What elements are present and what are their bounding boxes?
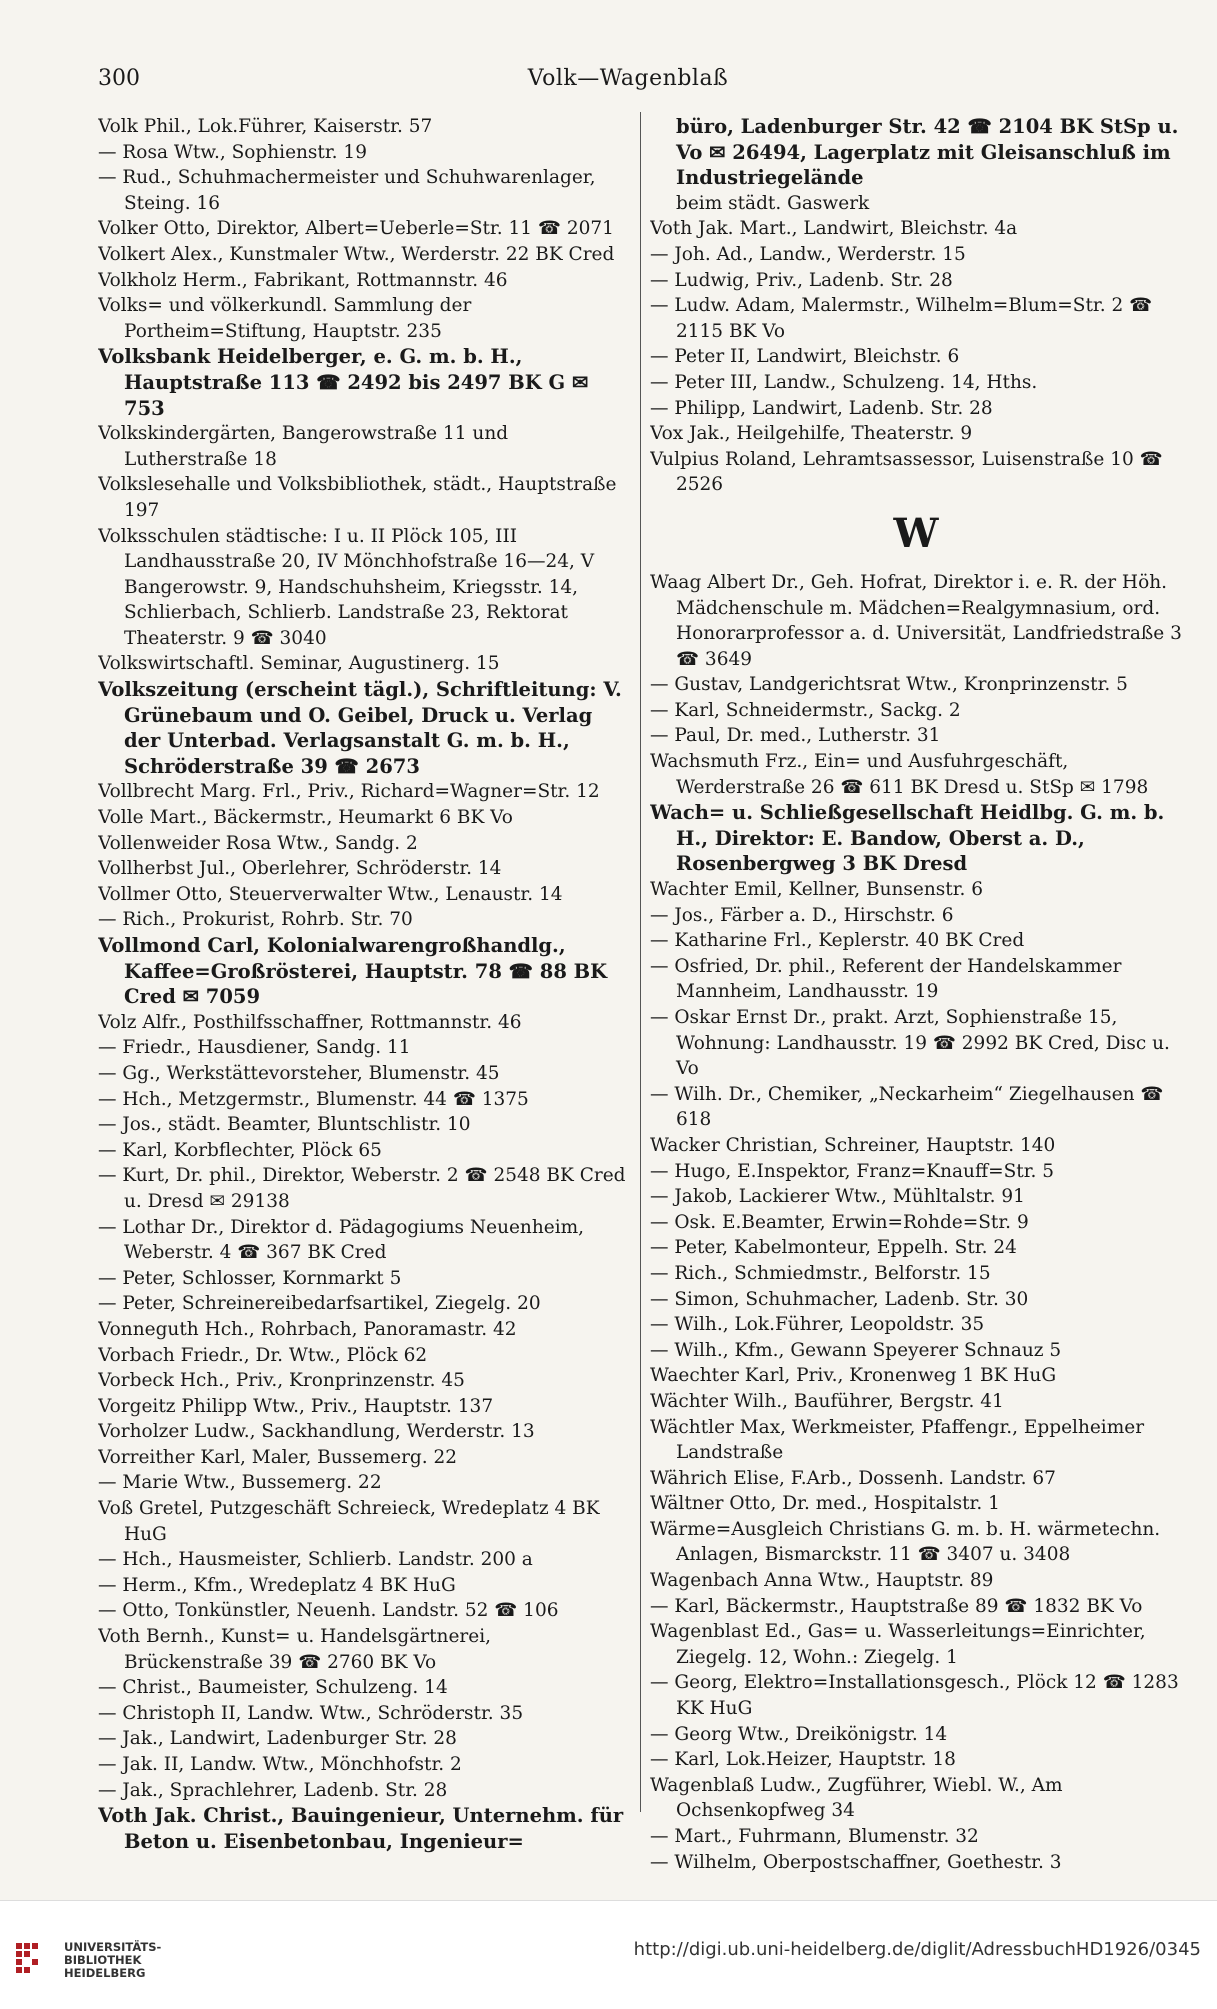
directory-entry: — Peter, Schreinereibedarfsartikel, Ziegelg. 20 — [98, 1293, 541, 1315]
directory-entry: — Peter, Kabelmonteur, Eppelh. Str. 24 — [650, 1237, 1017, 1259]
directory-entry: — Oskar Ernst Dr., prakt. Arzt, Sophienstraße 15, Wohnung: Landhausstr. 19 ☎ 2992 BK Cred, Disc u. Vo — [650, 1007, 1170, 1080]
directory-entry: — Wilh., Lok.Führer, Leopoldstr. 35 — [650, 1314, 985, 1336]
directory-entry: Volker Otto, Direktor, Albert=Ueberle=Str. 11 ☎ 2071 — [98, 218, 614, 240]
directory-entry: — Peter, Schlosser, Kornmarkt 5 — [98, 1267, 402, 1289]
directory-entry: Voß Gretel, Putzgeschäft Schreieck, Wredeplatz 4 BK HuG — [98, 1498, 600, 1545]
directory-entry: Währich Elise, F.Arb., Dossenh. Landstr. 67 — [650, 1467, 1056, 1489]
directory-entry: — Philipp, Landwirt, Ladenb. Str. 28 — [650, 397, 993, 419]
directory-entry: — Jak., Landwirt, Ladenburger Str. 28 — [98, 1728, 457, 1750]
directory-entry: Wachter Emil, Kellner, Bunsenstr. 6 — [650, 879, 984, 901]
directory-entry: — Otto, Tonkünstler, Neuenh. Landstr. 52 ☎ 106 — [98, 1600, 559, 1622]
directory-entry: Wältner Otto, Dr. med., Hospitalstr. 1 — [650, 1493, 1000, 1515]
directory-entry: — Hugo, E.Inspektor, Franz=Knauff=Str. 5 — [650, 1160, 1055, 1182]
directory-entry: — Gustav, Landgerichtsrat Wtw., Kronprinzenstr. 5 — [650, 674, 1128, 696]
directory-entry: Vorreither Karl, Maler, Bussemerg. 22 — [98, 1446, 458, 1468]
directory-entry: — Mart., Fuhrmann, Blumenstr. 32 — [650, 1826, 979, 1847]
directory-entry: Volksschulen städtische: I u. II Plöck 105, III Landhausstraße 20, IV Mönchhofstraße 16—24, V Bangerowstr. 9, Handschuhsheim, Kriegsstr. 14, Schlierbach, Schlierb. Landstraße 23, Rektorat Theaterstr. 9 ☎ 3040 — [98, 525, 595, 649]
directory-entry: — Katharine Frl., Keplerstr. 40 BK Cred — [650, 930, 1025, 952]
directory-entry: Wagenblaß Ludw., Zugführer, Wiebl. W., Am Ochsenkopfweg 34 — [650, 1774, 1063, 1822]
directory-entry: Wächter Wilh., Bauführer, Bergstr. 41 — [650, 1390, 1004, 1412]
directory-entry: Wachsmuth Frz., Ein= und Ausfuhrgeschäft, Werderstraße 26 ☎ 611 BK Dresd u. StSp ✉ 1798 — [650, 751, 1149, 798]
directory-entry: — Hch., Hausmeister, Schlierb. Landstr. 200 a — [98, 1549, 533, 1571]
directory-entry: — Rosa Wtw., Sophienstr. 19 — [98, 141, 367, 163]
right-column — [650, 114, 1182, 1875]
directory-entry: — Rud., Schuhmachermeister und Schuhwarenlager, Steing. 16 — [98, 167, 596, 214]
directory-entry: — Osfried, Dr. phil., Referent der Handelskammer Mannheim, Landhausstr. 19 — [650, 955, 1122, 1003]
directory-entry: — Karl, Bäckermstr., Hauptstraße 89 ☎ 1832 BK Vo — [650, 1595, 1143, 1617]
directory-entry: — Christoph II, Landw. Wtw., Schröderstr. 35 — [98, 1702, 524, 1724]
directory-entry: Waechter Karl, Priv., Kronenweg 1 BK HuG — [650, 1365, 1057, 1387]
directory-entry: — Christ., Baumeister, Schulzeng. 14 — [98, 1677, 448, 1699]
directory-entry: — Wilh., Kfm., Gewann Speyerer Schnauz 5 — [650, 1339, 1062, 1361]
directory-entry: Volks= und völkerkundl. Sammlung der Portheim=Stiftung, Hauptstr. 235 — [98, 295, 472, 342]
directory-entry: — Jak. II, Landw. Wtw., Mönchhofstr. 2 — [98, 1754, 462, 1775]
directory-entry: — Rich., Prokurist, Rohrb. Str. 70 — [98, 909, 413, 931]
directory-entry: — Georg Wtw., Dreikönigstr. 14 — [650, 1723, 948, 1745]
section-letter: W — [893, 509, 939, 557]
directory-entry: — Hch., Metzgermstr., Blumenstr. 44 ☎ 1375 — [98, 1088, 529, 1110]
directory-entry: — Paul, Dr. med., Lutherstr. 31 — [650, 725, 941, 747]
directory-entry: — Peter III, Landw., Schulzeng. 14, Hths. — [650, 371, 1038, 393]
directory-entry: Voth Jak. Christ., Bauingenieur, Unternehm. für Beton u. Eisenbetonbau, Ingenieur= — [98, 1804, 624, 1853]
directory-entry: Vollherbst Jul., Oberlehrer, Schröderstr. 14 — [98, 858, 502, 880]
directory-entry: — Karl, Lok.Heizer, Hauptstr. 18 — [650, 1749, 956, 1771]
column-divider — [640, 112, 641, 1812]
directory-entry: Volkskindergärten, Bangerowstraße 11 und Lutherstraße 18 — [98, 423, 509, 470]
directory-entry: Volksbank Heidelberger, e. G. m. b. H., Hauptstraße 113 ☎ 2492 bis 2497 BK G ✉ 753 — [98, 345, 589, 420]
directory-entry: Volkszeitung (erscheint tägl.), Schriftleitung: V. Grünebaum und O. Geibel, Druck u. Verlag der Unterbad. Verlagsanstalt G. m. b. H., Schröderstraße 39 ☎ 2673 — [98, 678, 622, 778]
directory-entry: Waag Albert Dr., Geh. Hofrat, Direktor i. e. R. der Höh. Mädchenschule m. Mädchen=Realgymnasium, ord. Honorarprofessor a. d. Universität, Landfriedstraße 3 ☎ 3649 — [650, 571, 1182, 670]
directory-entry: beim städt. Gaswerk — [676, 192, 870, 214]
directory-entry: — Wilhelm, Oberpostschaffner, Goethestr. 3 — [650, 1851, 1062, 1873]
directory-entry: Wärme=Ausgleich Christians G. m. b. H. wärmetechn. Anlagen, Bismarckstr. 11 ☎ 3407 u. 3408 — [650, 1518, 1161, 1566]
directory-entry: — Rich., Schmiedmstr., Belforstr. 15 — [650, 1262, 991, 1284]
directory-entry: Wach= u. Schließgesellschaft Heidlbg. G. m. b. H., Direktor: E. Bandow, Oberst a. D., Rosenbergweg 3 BK Dresd — [650, 801, 1165, 876]
directory-entry: Voth Jak. Mart., Landwirt, Bleichstr. 4a — [650, 218, 1018, 240]
directory-entry: — Karl, Schneidermstr., Sackg. 2 — [650, 699, 961, 721]
directory-entry: Volkslesehalle und Volksbibliothek, städt., Hauptstraße 197 — [98, 474, 617, 521]
directory-entry: Vollbrecht Marg. Frl., Priv., Richard=Wagner=Str. 12 — [98, 781, 600, 803]
directory-entry: Vorholzer Ludw., Sackhandlung, Werderstr. 13 — [98, 1421, 535, 1443]
directory-entry: Vorgeitz Philipp Wtw., Priv., Hauptstr. 137 — [98, 1395, 494, 1417]
directory-entry: — Friedr., Hausdiener, Sandg. 11 — [98, 1037, 411, 1059]
directory-entry: — Ludwig, Priv., Ladenb. Str. 28 — [650, 269, 953, 291]
directory-entry: Vox Jak., Heilgehilfe, Theaterstr. 9 — [650, 423, 973, 445]
directory-entry: — Simon, Schuhmacher, Ladenb. Str. 30 — [650, 1288, 1029, 1310]
university-library-logo-icon — [14, 1941, 54, 1981]
directory-entry: — Peter II, Landwirt, Bleichstr. 6 — [650, 346, 960, 368]
directory-entry: Volz Alfr., Posthilfsschaffner, Rottmannstr. 46 — [98, 1011, 522, 1033]
directory-entry: — Gg., Werkstättevorsteher, Blumenstr. 45 — [98, 1062, 500, 1084]
source-url-link[interactable]: http://digi.ub.uni-heidelberg.de/diglit/AdressbuchHD1926/0345 — [633, 1939, 1201, 1960]
directory-entry: Volkholz Herm., Fabrikant, Rottmannstr. 46 — [98, 269, 508, 291]
directory-entry: Vorbeck Hch., Priv., Kronprinzenstr. 45 — [98, 1370, 465, 1392]
directory-entry: — Kurt, Dr. phil., Direktor, Weberstr. 2 ☎ 2548 BK Cred u. Dresd ✉ 29138 — [98, 1165, 626, 1212]
left-column — [98, 114, 630, 1854]
directory-entry: — Jos., Färber a. D., Hirschstr. 6 — [650, 904, 954, 926]
directory-entry: Voth Bernh., Kunst= u. Handelsgärtnerei, Brückenstraße 39 ☎ 2760 BK Vo — [98, 1626, 491, 1673]
directory-entry: — Joh. Ad., Landw., Werderstr. 15 — [650, 243, 966, 265]
directory-entry: Wagenblast Ed., Gas= u. Wasserleitungs=Einrichter, Ziegelg. 12, Wohn.: Ziegelg. 1 — [650, 1621, 1146, 1668]
directory-entry: — Jak., Sprachlehrer, Ladenb. Str. 28 — [98, 1779, 448, 1801]
directory-entry: Vollmond Carl, Kolonialwarengroßhandlg., Kaffee=Großrösterei, Hauptstr. 78 ☎ 88 BK Cred ✉ 7059 — [98, 934, 608, 1009]
directory-entry: — Georg, Elektro=Installationsgesch., Plöck 12 ☎ 1283 KK HuG — [650, 1672, 1179, 1720]
page-header — [98, 66, 1158, 96]
directory-entry: Wagenbach Anna Wtw., Hauptstr. 89 — [650, 1570, 994, 1592]
library-name: UNIVERSITÄTS- BIBLIOTHEK HEIDELBERG — [64, 1940, 162, 1980]
directory-entry: Wacker Christian, Schreiner, Hauptstr. 140 — [650, 1134, 1056, 1156]
directory-entry: — Wilh. Dr., Chemiker, „Neckarheim“ Ziegelhausen ☎ 618 — [650, 1083, 1164, 1131]
directory-entry: — Jakob, Lackierer Wtw., Mühltalstr. 91 — [650, 1186, 1025, 1208]
directory-entry: Vollenweider Rosa Wtw., Sandg. 2 — [98, 832, 418, 854]
running-head: Volk—Wagenblaß — [527, 66, 729, 91]
directory-entry: Volle Mart., Bäckermstr., Heumarkt 6 BK Vo — [98, 807, 513, 829]
directory-entry: Vulpius Roland, Lehramtsassessor, Luisenstraße 10 ☎ 2526 — [650, 448, 1163, 496]
directory-entry: — Jos., städt. Beamter, Bluntschlistr. 10 — [98, 1114, 471, 1136]
directory-entry: Volkswirtschaftl. Seminar, Augustinerg. 15 — [98, 653, 500, 675]
directory-entry: — Herm., Kfm., Wredeplatz 4 BK HuG — [98, 1574, 456, 1596]
page-number: 300 — [98, 66, 140, 91]
directory-entry: — Lothar Dr., Direktor d. Pädagogiums Neuenheim, Weberstr. 4 ☎ 367 BK Cred — [98, 1216, 585, 1264]
directory-entry: Vorbach Friedr., Dr. Wtw., Plöck 62 — [98, 1344, 428, 1366]
directory-entry: büro, Ladenburger Str. 42 ☎ 2104 BK StSp u. Vo ✉ 26494, Lagerplatz mit Gleisanschluß im Industriegelände — [676, 115, 1179, 190]
directory-entry: Wächtler Max, Werkmeister, Pfaffengr., Eppelheimer Landstraße — [650, 1416, 1145, 1464]
directory-entry: — Ludw. Adam, Malermstr., Wilhelm=Blum=Str. 2 ☎ 2115 BK Vo — [650, 295, 1153, 342]
directory-entry: — Karl, Korbflechter, Plöck 65 — [98, 1139, 382, 1161]
directory-entry: Volk Phil., Lok.Führer, Kaiserstr. 57 — [98, 116, 433, 137]
footer-bar — [0, 1900, 1217, 2009]
directory-entry: — Osk. E.Beamter, Erwin=Rohde=Str. 9 — [650, 1211, 1029, 1233]
directory-entry: Volkert Alex., Kunstmaler Wtw., Werderstr. 22 BK Cred — [98, 243, 615, 265]
directory-entry: Vollmer Otto, Steuerverwalter Wtw., Lenaustr. 14 — [98, 883, 563, 905]
directory-entry: Vonneguth Hch., Rohrbach, Panoramastr. 42 — [98, 1318, 517, 1340]
directory-entry: — Marie Wtw., Bussemerg. 22 — [98, 1472, 382, 1494]
